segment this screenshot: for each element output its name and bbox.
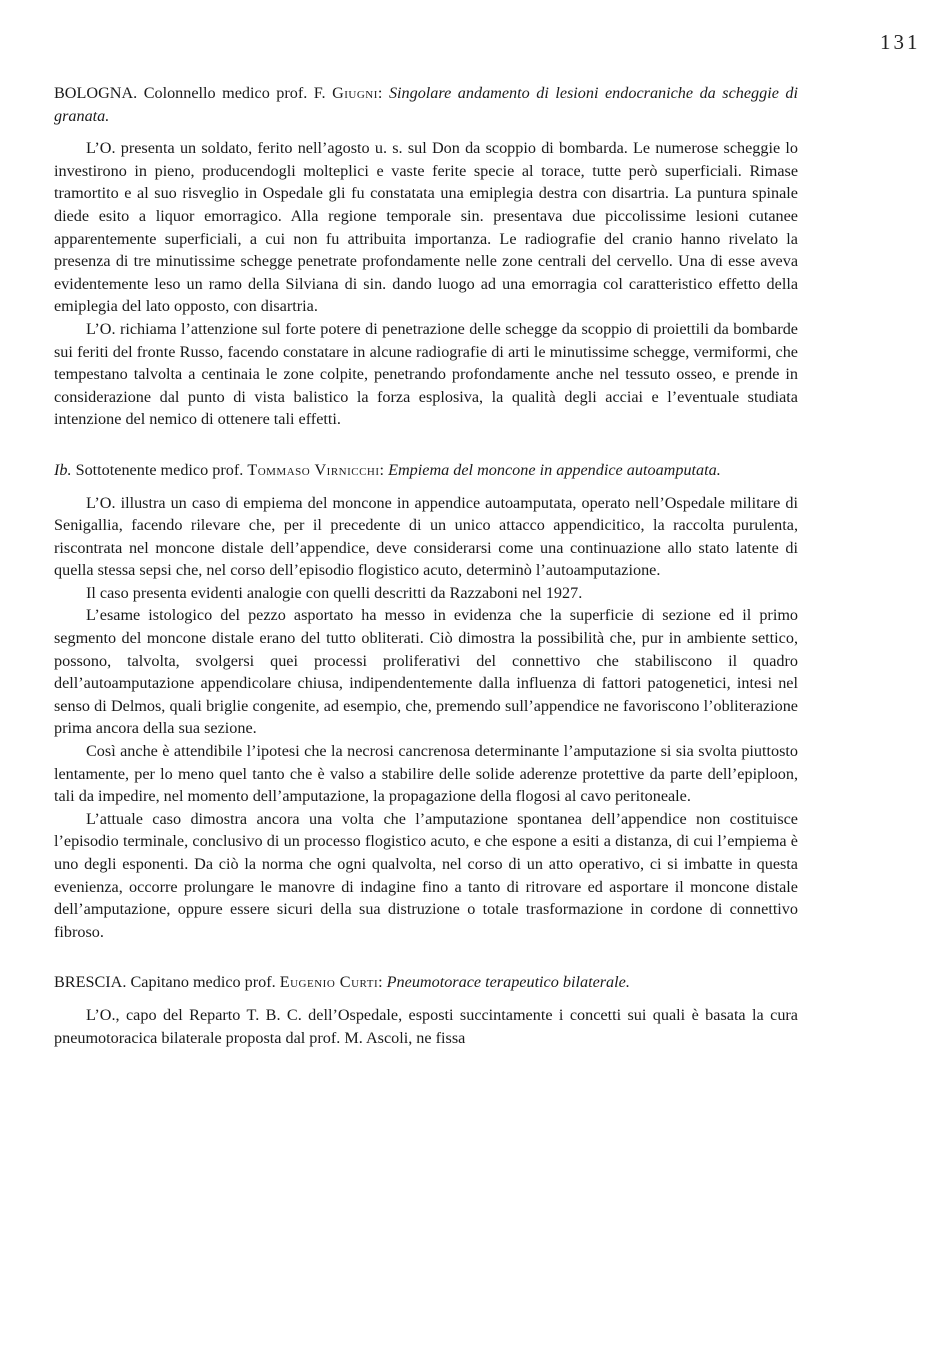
section-heading <box>54 459 798 482</box>
heading-place: Ib. <box>54 460 72 479</box>
heading-rank: Sottotenente medico prof. <box>71 460 248 479</box>
heading-place: BRESCIA. <box>54 973 127 992</box>
section-heading <box>54 82 798 127</box>
section-ib <box>54 459 798 943</box>
section-bologna <box>54 82 798 431</box>
heading-author: Tommaso Virnicchi <box>247 460 380 479</box>
text-column <box>54 82 798 1077</box>
paragraph: L’O. illustra un caso di empiema del moncone in appendice autoamputata, operato nell’Ospedale militare di Senigallia, facendo rilevare che, per il precedente di un unico attacco appendicitico, la raccolta purulenta, riscontrata nel moncone distale dell’appendice, deve considerarsi come una continuazione allo stato latente di quella stessa sepsi che, nel corso dell’episodio flogistico acuto, determinò l’autoamputazione. <box>54 493 798 580</box>
paragraph: Così anche è attendibile l’ipotesi che la necrosi cancrenosa determinante l’amputazione si sia svolta piuttosto lentamente, per lo meno quel tanto che è valso a stabilire delle solide aderenze protettive da parte dell’epiploon, tali da impedire, nel momento dell’amputazione, la propagazione della flogosi al cavo peritoneale. <box>54 742 798 806</box>
heading-rank: Colonnello medico prof. F. <box>137 84 333 102</box>
heading-title: Pneumotorace terapeutico bilaterale. <box>386 973 630 992</box>
heading-title: Singolare andamento di lesioni endocraniche da scheggie di granata. <box>54 84 799 125</box>
paragraph: L’attuale caso dimostra ancora una volta che l’amputazione spontanea dell’appendice non costituisce l’episodio terminale, conclusivo di un processo flogistico acuto, e che espone a esiti a distanza, di cui l’empiema è uno degli esponenti. Da ciò la norma che ogni qualvolta, nel corso di un atto operativo, ci si imbatte in questa evenienza, occorre prolungare le manovre di indagine fino a tanto di ritrovare ed asportare il moncone distale dell’amputazione, oppure essere sicuri della sua distruzione o totale trasformazione in cordone di connettivo fibroso. <box>54 809 798 941</box>
heading-separator: : <box>378 973 387 992</box>
heading-separator: : <box>377 84 389 102</box>
section-brescia <box>54 971 798 1049</box>
heading-author: Giugni <box>332 84 378 102</box>
heading-place: BOLOGNA. <box>54 84 138 102</box>
section-heading <box>54 971 798 994</box>
paragraph: L’esame istologico del pezzo asportato ha messo in evidenza che la superficie di sezione ed il primo segmento del moncone distale erano del tutto obliterati. Ciò dimostra la possibilità che, pur in ambiente settico, possono, talvolta, svolgersi quei processi proliferativi del connettivo che stabiliscono il quadro dell’autoamputazione appendicolare chiusa, indipendentemente dalla influenza di fattori patogenetici, intesi nel senso di Delmos, quali briglie congenite, ad esempio, che, premendo sull’appendice ne favoriscono l’obliterazione prima ancora della sua sezione. <box>54 606 798 738</box>
paragraph: Il caso presenta evidenti analogie con quelli descritti da Razzaboni nel 1927. <box>86 583 583 602</box>
heading-separator: : <box>379 460 389 479</box>
heading-title: Empiema del moncone in appendice autoamputata. <box>388 460 721 479</box>
paragraph: L’O. presenta un soldato, ferito nell’agosto u. s. sul Don da scoppio di bombarda. Le numerose scheggie lo investirono in pieno, producendogli molteplici e vaste ferite specie al torace, tutte però superficiali. Rimase tramortito e al suo risveglio in Ospedale gli fu constatata una emiplegia destra con disartria. La puntura spinale diede esito a liquor emorragico. Alla regione temporale sin. presentava due piccolissime lesioni cutanee apparentemente superficiali, a cui non fu attribuita importanza. Le radiografie del cranio hanno rivelato la presenza di tre minutissime schegge penetrate profondamente nelle zone centrali del cervello. Una di esse aveva evidentemente leso un ramo della Silviana di sin. dando luogo ad una emorragia col caratteristico effetto della emiplegia del lato opposto, con disartria. <box>54 139 798 316</box>
heading-rank: Capitano medico prof. <box>126 973 280 992</box>
page-number: 131 <box>880 30 921 54</box>
paragraph: L’O. richiama l’attenzione sul forte potere di penetrazione delle schegge da scoppio di proiettili da bombarde sui feriti del fronte Russo, facendo constatare in alcune radiografie di arti le minutissime schegge, vermiformi, che tempestano talvolta a centinaia le zone colpite, penetrando profondamente anche nel tessuto osseo, e prende in considerazione dal punto di vista balistico la forza esplosiva, la qualità degli acciai e l’eventuale studiata intenzione del nemico di ottenere tali effetti. <box>54 319 798 429</box>
paragraph: L’O., capo del Reparto T. B. C. dell’Ospedale, esposti succintamente i concetti sui quali è basata la cura pneumotoracica bilaterale proposta dal prof. M. Ascoli, ne fissa <box>54 1005 798 1047</box>
heading-author: Eugenio Curti <box>279 973 379 992</box>
